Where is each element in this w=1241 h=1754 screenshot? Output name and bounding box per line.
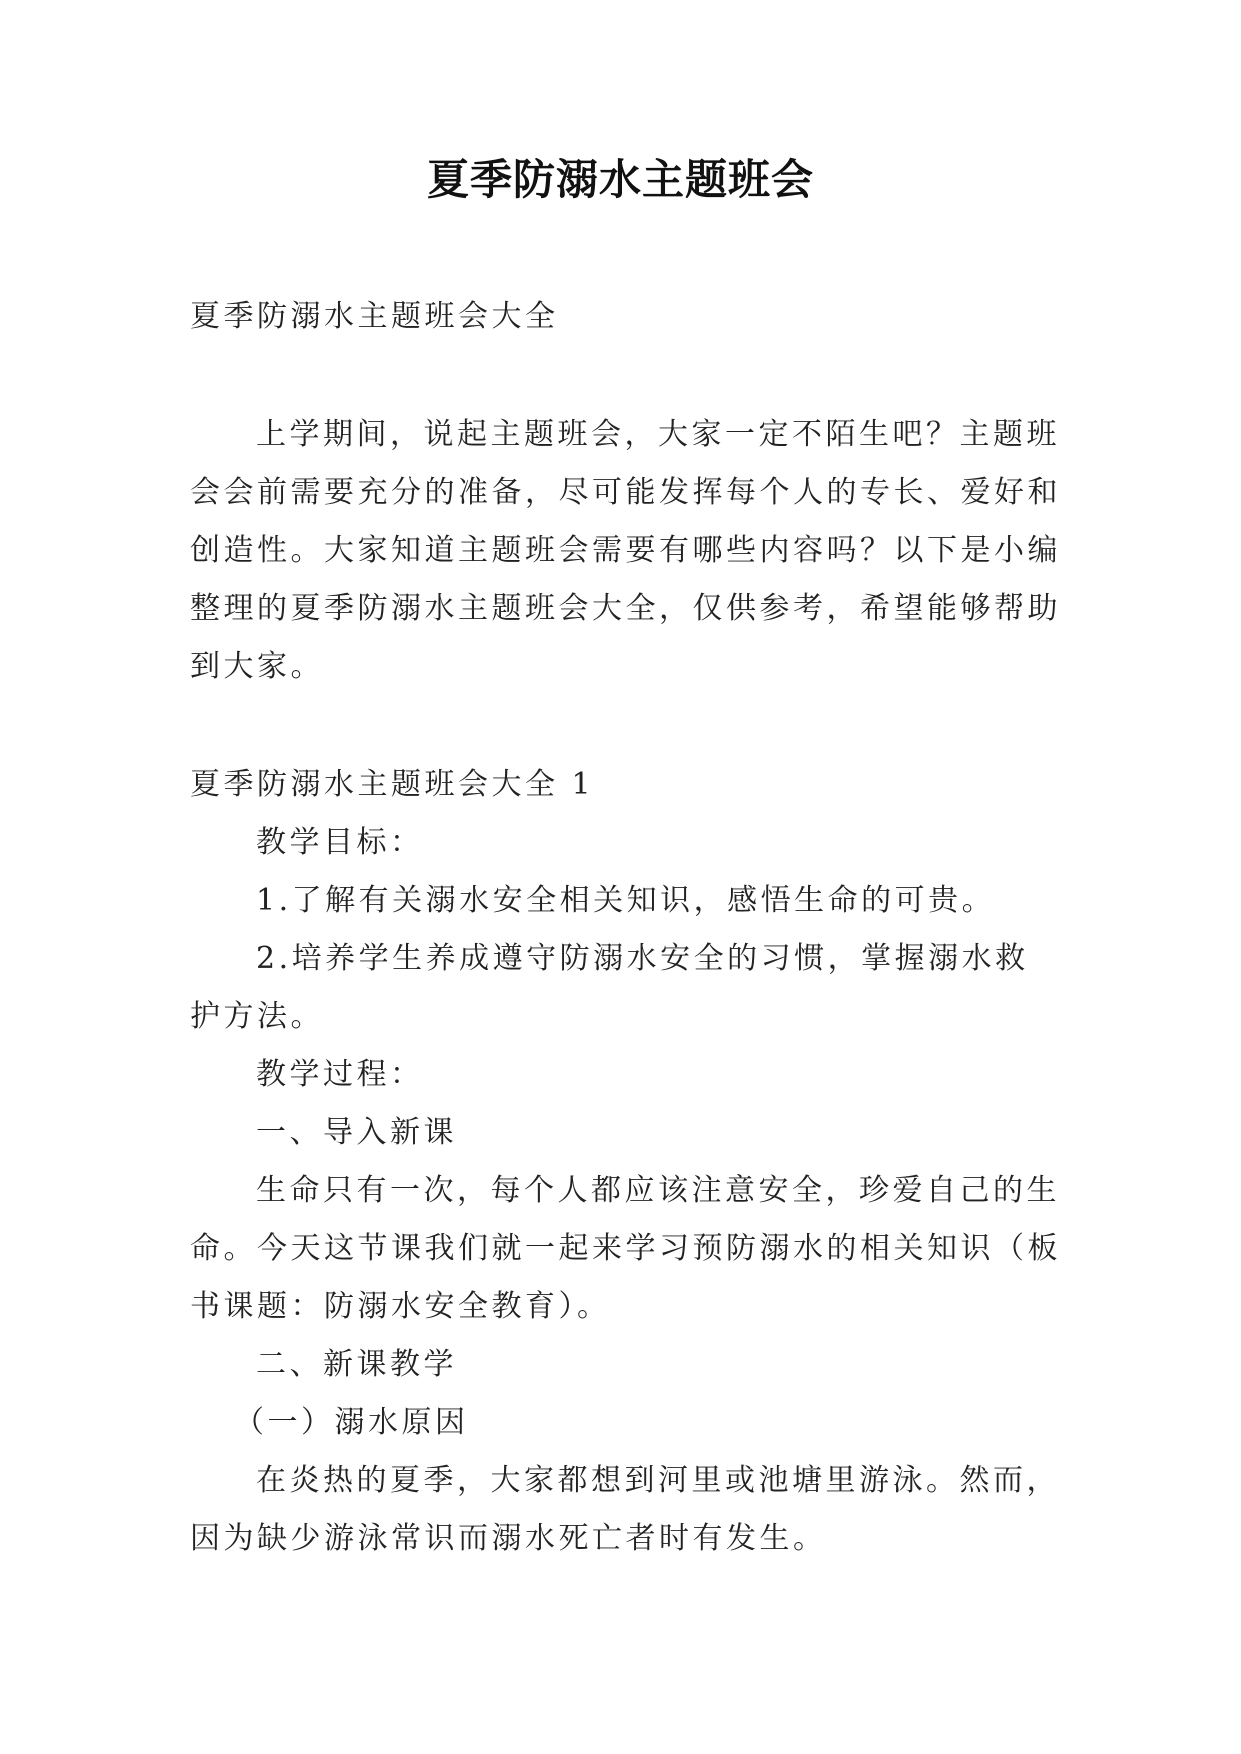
part-two-heading: 二、新课教学 — [256, 1347, 457, 1382]
goal-item-2: 2.培养学生养成遵守防溺水安全的习惯，掌握溺水救护方法。 — [190, 941, 1029, 1034]
goal-item-1: 1.了解有关溺水安全相关知识，感悟生命的可贵。 — [256, 883, 996, 918]
subsection-heading: （一）溺水原因 — [234, 1405, 469, 1440]
document-title: 夏季防溺水主题班会 — [426, 155, 814, 204]
part-one-paragraph: 生命只有一次，每个人都应该注意安全，珍爱自己的生命。今天这节课我们就一起来学习预防溺水的相关知识（板书课题：防溺水安全教育）。 — [190, 1173, 1061, 1324]
subsection-paragraph: 在炎热的夏季，大家都想到河里或池塘里游泳。然而，因为缺少游泳常识而溺水死亡者时有发生。 — [190, 1463, 1060, 1556]
section-heading: 夏季防溺水主题班会大全 1 — [190, 767, 595, 802]
part-one-heading: 一、导入新课 — [256, 1115, 457, 1150]
document-body — [190, 288, 1062, 1568]
intro-paragraph: 上学期间，说起主题班会，大家一定不陌生吧？主题班会会前需要充分的准备，尽可能发挥每个人的专长、爱好和创造性。大家知道主题班会需要有哪些内容吗？以下是小编整理的夏季防溺水主题班会大全，仅供参考，希望能够帮助到大家。 — [190, 417, 1061, 684]
teaching-goals-heading: 教学目标： — [256, 825, 424, 860]
teaching-process-heading: 教学过程： — [256, 1057, 424, 1092]
subtitle-paragraph: 夏季防溺水主题班会大全 — [190, 299, 559, 334]
